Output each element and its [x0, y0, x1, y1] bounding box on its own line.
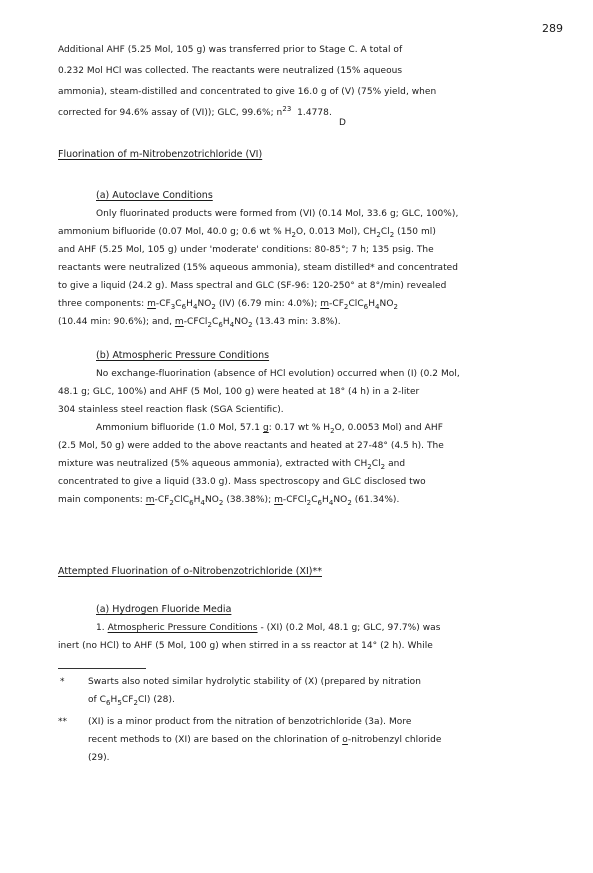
section-heading-m-nitro: Fluorination of m-Nitrobenzotrichloride (VI) — [58, 149, 263, 160]
footnote-1-line-1: Swarts also noted similar hydrolytic stability of (X) (prepared by nitration — [88, 677, 421, 687]
meta-prefix: m — [320, 299, 330, 309]
atm-line-7: concentrated to give a liquid (33.0 g). Mass spectroscopy and GLC disclosed two — [58, 477, 426, 487]
hf-line-1 — [96, 622, 440, 634]
atm-line-3: 304 stainless steel reaction flask (SGA Scientific). — [58, 405, 284, 415]
ortho-prefix: o — [342, 735, 348, 745]
text-run: NO — [205, 495, 219, 505]
text-run: Cl) (28). — [137, 695, 175, 705]
text-run: and — [385, 459, 406, 469]
text-run: C — [175, 299, 182, 309]
atm-line-6: mixture was neutralized (5% aqueous ammonia), extracted with $CH_2Cl_2$ and — [58, 459, 406, 471]
text-run: three components: — [58, 299, 148, 309]
text-run: -CFCl — [183, 317, 208, 327]
text-run: - (XI) (0.2 Mol, 48.1 g; GLC, 97.7%) was — [257, 623, 441, 633]
text-run: 1. — [96, 623, 108, 633]
footnote-2-line-3: (29). — [88, 753, 110, 763]
text-run: ClC — [348, 299, 364, 309]
refractive-index-value: 1.4778. — [297, 108, 332, 118]
text-run: (150 ml) — [394, 227, 436, 237]
subheading-atmospheric: (b) Atmospheric Pressure Conditions — [96, 350, 270, 361]
text-run: of C — [88, 695, 107, 705]
intro-line-4 — [58, 107, 332, 119]
text-run: C — [311, 495, 318, 505]
text-run: NO — [333, 495, 348, 505]
intro-line-3: ammonia), steam-distilled and concentrated to give 16.0 g of (V) (75% yield, when — [58, 87, 437, 97]
section-heading-o-nitro: Attempted Fluorination of o-Nitrobenzotrichloride (XI)** — [58, 566, 322, 577]
text-run: recent methods to (XI) are based on the chlorination of — [88, 735, 343, 745]
text-run: H — [110, 695, 118, 705]
text-run: main components: — [58, 495, 146, 505]
text-run: NO — [379, 299, 394, 309]
footnote-divider — [58, 668, 146, 669]
intro-line-2: 0.232 Mol HCl was collected. The reactants were neutralized (15% aqueous — [58, 66, 403, 76]
autoclave-line-5: to give a liquid (24.2 g). Mass spectral and GLC (SF-96: 120-250° at 8°/min) revealed — [58, 281, 447, 291]
meta-prefix: m — [147, 299, 156, 309]
text-run: O, 0.0053 Mol) and AHF — [334, 423, 443, 433]
text-run: NO — [197, 299, 212, 309]
autoclave-line-6: three components: $m-CF_3C_6H_4NO_2$ (IV) (6.79 min: 4.0%); $m-CF_2ClC_6H_4NO_2$ — [58, 299, 398, 311]
text-run: H — [193, 495, 201, 505]
text-run: (10.44 min: 90.6%); and, — [58, 317, 175, 327]
text-run: : 0.17 wt % H — [268, 423, 331, 433]
text-run: -CF — [329, 299, 344, 309]
text-run: C — [212, 317, 219, 327]
text-run: H — [322, 495, 329, 505]
autoclave-line-7: (10.44 min: 90.6%); and, $m-CFCl_2C_6H_4NO_2$ (13.43 min: 3.8%). — [58, 317, 341, 329]
autoclave-line-3: and AHF (5.25 Mol, 105 g) under 'moderate' conditions: 80-85°; 7 h; 135 psig. The — [58, 245, 434, 255]
footnote-1-line-2: of $C_6H_5CF_2Cl$) (28). — [88, 695, 175, 707]
text-run: (13.43 min: 3.8%). — [252, 317, 341, 327]
text-run: (38.38%); — [223, 495, 275, 505]
text-run: O, 0.013 Mol), CH — [295, 227, 377, 237]
autoclave-line-2: ammonium bifluoride (0.07 Mol, 40.0 g; 0.6 wt % $H_2O$, 0.013 Mol), $CH_2Cl_2$ (150 ml) — [58, 227, 436, 239]
condition-label: Atmospheric Pressure Conditions — [107, 623, 258, 633]
hf-line-2: inert (no HCl) to AHF (5 Mol, 100 g) when stirred in a ss reactor at 14° (2 h). While — [58, 641, 433, 651]
intro-line-4-text: corrected for 94.6% assay of (VI)); GLC, 99.6%; n — [58, 108, 283, 118]
text-run: -nitrobenzyl chloride — [347, 735, 442, 745]
text-run: mixture was neutralized (5% aqueous ammonia), extracted with CH — [58, 459, 368, 469]
refractive-index-sub: D — [339, 118, 346, 128]
text-run: ClC — [173, 495, 190, 505]
gram-unit: g — [262, 423, 269, 433]
intro-line-1: Additional AHF (5.25 Mol, 105 g) was transferred prior to Stage C. A total of — [58, 45, 403, 55]
text-run: H — [222, 317, 230, 327]
subheading-autoclave: (a) Autoclave Conditions — [96, 190, 213, 201]
text-run: (IV) (6.79 min: 4.0%); — [215, 299, 321, 309]
text-run: -CFCl — [282, 495, 307, 505]
text-run: H — [368, 299, 376, 309]
footnote-1-mark: * — [60, 677, 65, 687]
subheading-hf-media: (a) Hydrogen Fluoride Media — [96, 604, 232, 615]
autoclave-line-4: reactants were neutralized (15% aqueous ammonia), steam distilled* and concentrated — [58, 263, 459, 273]
text-run: NO — [234, 317, 249, 327]
atm-line-8: main components: $m-CF_2ClC_6H_4NO_2$ (38.38%); $m-CFCl_2C_6H_4NO_2$ (61.34%). — [58, 495, 400, 507]
atm-line-5: (2.5 Mol, 50 g) were added to the above reactants and heated at 27-48° (4.5 h). The — [58, 441, 444, 451]
footnote-2-line-2 — [88, 734, 441, 746]
text-run: (61.34%). — [351, 495, 400, 505]
atm-line-2: 48.1 g; GLC, 100%) and AHF (5 Mol, 100 g) were heated at 18° (4 h) in a 2-liter — [58, 387, 420, 397]
atm-line-4: Ammonium bifluoride (1.0 Mol, 57.1 g: 0.17 wt % $H_2O$, 0.0053 Mol) and AHF — [96, 423, 443, 435]
text-run: Ammonium bifluoride (1.0 Mol, 57.1 — [96, 423, 263, 433]
atm-line-1: No exchange-fluorination (absence of HCl evolution) occurred when (I) (0.2 Mol, — [96, 369, 460, 379]
text-run: -CF — [154, 495, 170, 505]
meta-prefix: m — [145, 495, 155, 505]
meta-prefix: m — [274, 495, 283, 505]
text-run: Cl — [380, 227, 390, 237]
text-run: Cl — [371, 459, 381, 469]
meta-prefix: m — [174, 317, 184, 327]
text-run: CF — [121, 695, 134, 705]
text-run: -CF — [155, 299, 171, 309]
text-run: H — [186, 299, 193, 309]
footnote-2-line-1: (XI) is a minor product from the nitration of benzotrichloride (3a). More — [88, 717, 412, 727]
text-run: ammonium bifluoride (0.07 Mol, 40.0 g; 0.6 wt % H — [58, 227, 292, 237]
autoclave-line-1: Only fluorinated products were formed from (VI) (0.14 Mol, 33.6 g; GLC, 100%), — [96, 209, 459, 219]
refractive-index-temp: 23 — [282, 105, 292, 113]
page-number: 289 — [542, 22, 563, 35]
footnote-2-mark: ** — [58, 717, 68, 727]
